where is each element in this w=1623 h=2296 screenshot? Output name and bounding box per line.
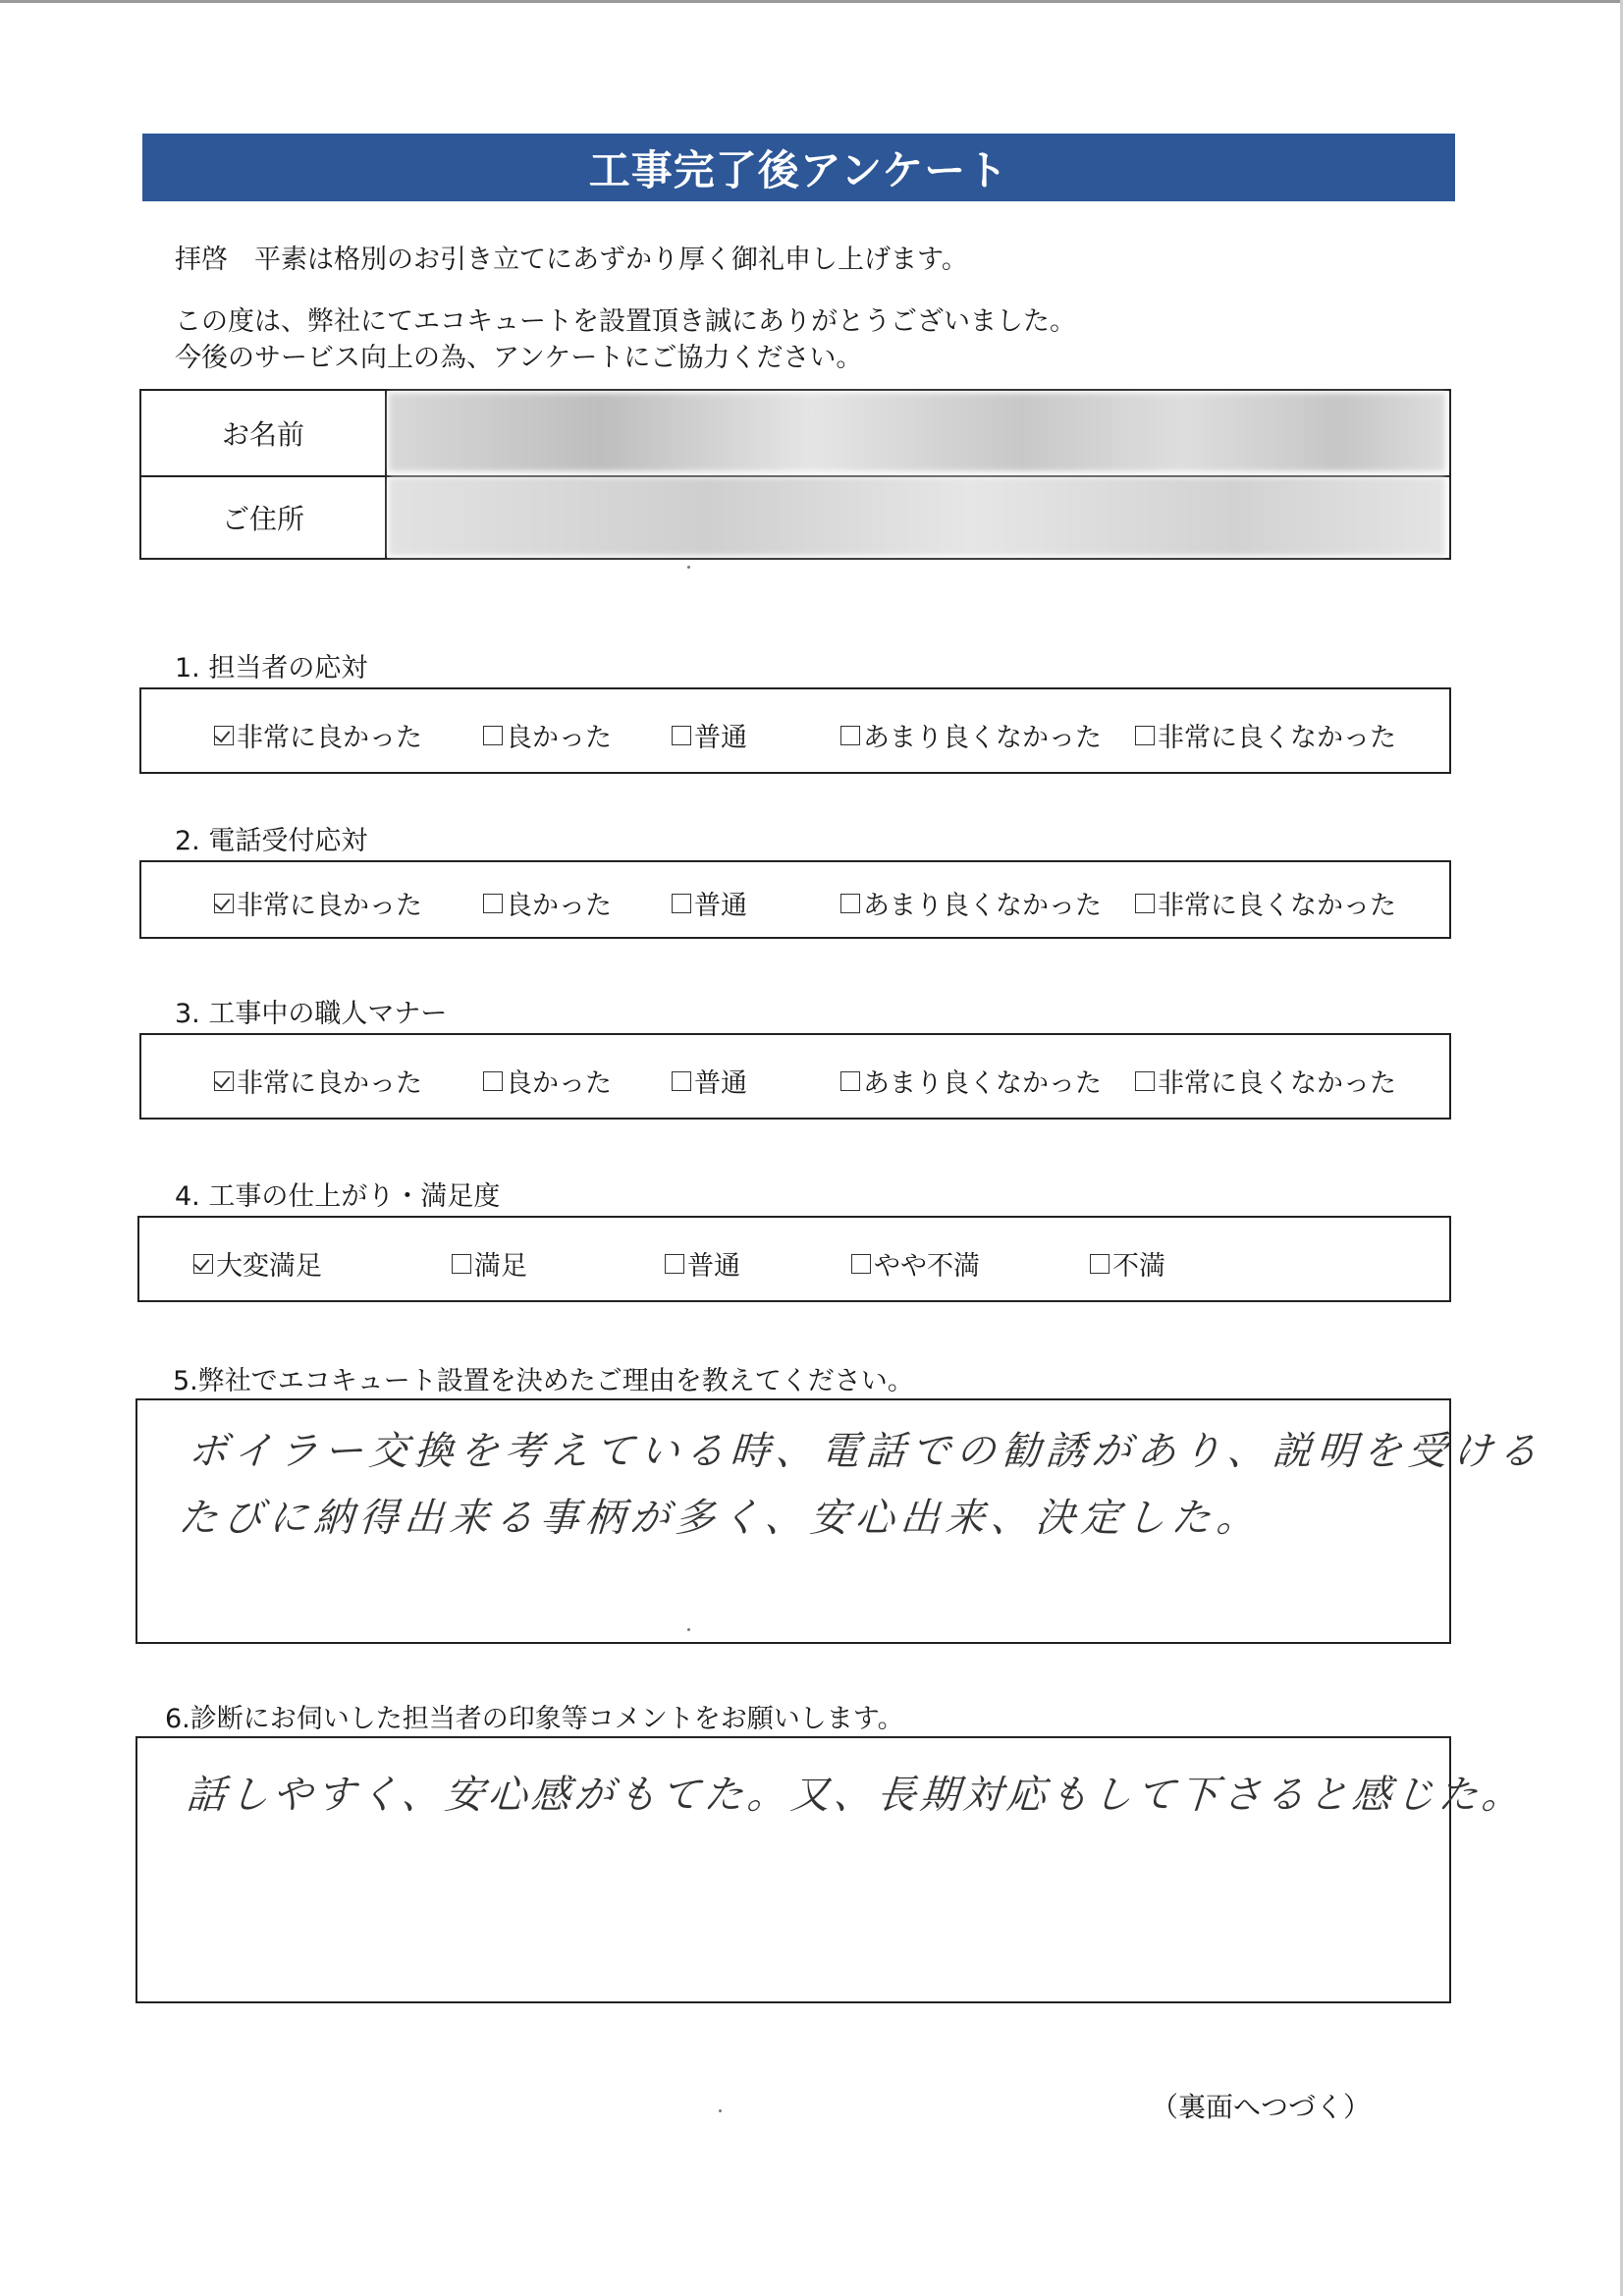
q2-checkbox-5[interactable] bbox=[1135, 894, 1155, 913]
q5-title: 5.弊社でエコキュート設置を決めたご理由を教えてください。 bbox=[173, 1366, 914, 1396]
q6-answer-line-1: 話しやすく、安心感がもてた。又、長期対応もして下さると感じた。 bbox=[185, 1773, 1527, 1818]
q4-option-5-label: 不満 bbox=[1112, 1251, 1165, 1282]
q1-checkbox-1[interactable] bbox=[214, 726, 234, 745]
q6-answer-box[interactable] bbox=[135, 1736, 1527, 2003]
q1-option-4-label: あまり良くなかった bbox=[863, 723, 1102, 753]
q3-checkbox-3[interactable] bbox=[672, 1071, 691, 1091]
scan-edge-top bbox=[0, 0, 1623, 3]
q3-option-3[interactable] bbox=[672, 1062, 747, 1100]
q3-option-2-label: 良かった bbox=[506, 1068, 612, 1099]
q1-option-5[interactable] bbox=[1135, 716, 1396, 754]
q2-checkbox-4[interactable] bbox=[840, 894, 860, 913]
q1-checkbox-4[interactable] bbox=[840, 726, 860, 745]
q1-option-5-label: 非常に良くなかった bbox=[1158, 723, 1396, 753]
address-redacted-field bbox=[389, 477, 1445, 556]
q2-checkbox-1[interactable] bbox=[214, 894, 234, 913]
q4-title: 4. 工事の仕上がり・満足度 bbox=[175, 1181, 501, 1212]
q2-option-2[interactable] bbox=[483, 884, 612, 922]
q4-option-2[interactable] bbox=[452, 1244, 527, 1283]
q6-title: 6.診断にお伺いした担当者の印象等コメントをお願いします。 bbox=[165, 1704, 904, 1734]
q1-options-box bbox=[139, 687, 1451, 774]
q2-option-2-label: 良かった bbox=[506, 891, 612, 921]
q1-option-1-label: 非常に良かった bbox=[237, 723, 422, 753]
q1-option-3[interactable] bbox=[672, 716, 747, 754]
q2-option-4-label: あまり良くなかった bbox=[863, 891, 1102, 921]
q5-answer-box[interactable] bbox=[135, 1398, 1545, 1644]
q4-checkbox-5[interactable] bbox=[1090, 1254, 1109, 1274]
q1-checkbox-2[interactable] bbox=[483, 726, 503, 745]
q3-title: 3. 工事中の職人マナー bbox=[175, 999, 448, 1029]
intro-request: 今後のサービス向上の為、アンケートにご協力ください。 bbox=[175, 343, 863, 373]
q3-checkbox-1[interactable] bbox=[214, 1071, 234, 1091]
q4-option-5[interactable] bbox=[1090, 1244, 1165, 1283]
q4-checkbox-3[interactable] bbox=[665, 1254, 684, 1274]
q4-options-box bbox=[137, 1216, 1451, 1302]
q4-option-3[interactable] bbox=[665, 1244, 740, 1283]
q4-option-2-label: 満足 bbox=[474, 1251, 527, 1282]
q2-option-4[interactable] bbox=[840, 884, 1102, 922]
q3-option-4[interactable] bbox=[840, 1062, 1102, 1100]
q3-option-5-label: 非常に良くなかった bbox=[1158, 1068, 1396, 1099]
q2-option-1-label: 非常に良かった bbox=[237, 891, 422, 921]
q1-option-1[interactable] bbox=[214, 716, 422, 754]
continue-on-back-note: （裏面へつづく） bbox=[1151, 2091, 1372, 2123]
q4-option-4[interactable] bbox=[851, 1244, 980, 1283]
q1-option-3-label: 普通 bbox=[694, 723, 747, 753]
q2-option-3-label: 普通 bbox=[694, 891, 747, 921]
q1-option-2-label: 良かった bbox=[506, 723, 612, 753]
q1-title: 1. 担当者の応対 bbox=[175, 653, 368, 683]
q2-title: 2. 電話受付応対 bbox=[175, 826, 368, 856]
name-redacted-field bbox=[389, 393, 1445, 471]
q1-option-2[interactable] bbox=[483, 716, 612, 754]
q2-option-5[interactable] bbox=[1135, 884, 1396, 922]
q2-option-3[interactable] bbox=[672, 884, 747, 922]
q3-checkbox-2[interactable] bbox=[483, 1071, 503, 1091]
q1-checkbox-5[interactable] bbox=[1135, 726, 1155, 745]
scan-speck bbox=[719, 2109, 722, 2112]
q3-checkbox-5[interactable] bbox=[1135, 1071, 1155, 1091]
q3-options-box bbox=[139, 1033, 1451, 1120]
q3-option-1[interactable] bbox=[214, 1062, 422, 1100]
q4-option-4-label: やや不満 bbox=[874, 1251, 980, 1282]
intro-greeting: 拝啓 平素は格別のお引き立てにあずかり厚く御礼申し上げます。 bbox=[175, 245, 968, 275]
customer-info-table bbox=[139, 389, 1451, 560]
q4-option-3-label: 普通 bbox=[687, 1251, 740, 1282]
q4-checkbox-4[interactable] bbox=[851, 1254, 871, 1274]
q5-answer-line-2: たびに納得出来る事柄が多く、安心出来、決定した。 bbox=[177, 1496, 1264, 1541]
q2-options-box bbox=[139, 860, 1451, 939]
q2-option-5-label: 非常に良くなかった bbox=[1158, 891, 1396, 921]
q1-checkbox-3[interactable] bbox=[672, 726, 691, 745]
q3-option-4-label: あまり良くなかった bbox=[863, 1068, 1102, 1099]
scan-speck bbox=[687, 1628, 690, 1631]
address-row bbox=[141, 475, 1449, 560]
q2-option-1[interactable] bbox=[214, 884, 422, 922]
q5-answer-line-1: ボイラー交換を考えている時、電話での勧誘があり、説明を受ける bbox=[187, 1429, 1545, 1474]
q3-option-1-label: 非常に良かった bbox=[237, 1068, 422, 1099]
survey-title: 工事完了後アンケート bbox=[142, 134, 1455, 201]
name-label: お名前 bbox=[141, 391, 387, 475]
address-label: ご住所 bbox=[141, 475, 387, 560]
q4-option-1-label: 大変満足 bbox=[216, 1251, 322, 1282]
q3-option-3-label: 普通 bbox=[694, 1068, 747, 1099]
scan-speck bbox=[687, 566, 690, 569]
name-row bbox=[141, 391, 1449, 477]
q4-option-1[interactable] bbox=[193, 1244, 322, 1283]
q2-checkbox-3[interactable] bbox=[672, 894, 691, 913]
q1-option-4[interactable] bbox=[840, 716, 1102, 754]
q3-checkbox-4[interactable] bbox=[840, 1071, 860, 1091]
q3-option-5[interactable] bbox=[1135, 1062, 1396, 1100]
q4-checkbox-1[interactable] bbox=[193, 1254, 213, 1274]
q4-checkbox-2[interactable] bbox=[452, 1254, 471, 1274]
q2-checkbox-2[interactable] bbox=[483, 894, 503, 913]
intro-thanks: この度は、弊社にてエコキュートを設置頂き誠にありがとうございました。 bbox=[175, 306, 1076, 337]
q3-option-2[interactable] bbox=[483, 1062, 612, 1100]
